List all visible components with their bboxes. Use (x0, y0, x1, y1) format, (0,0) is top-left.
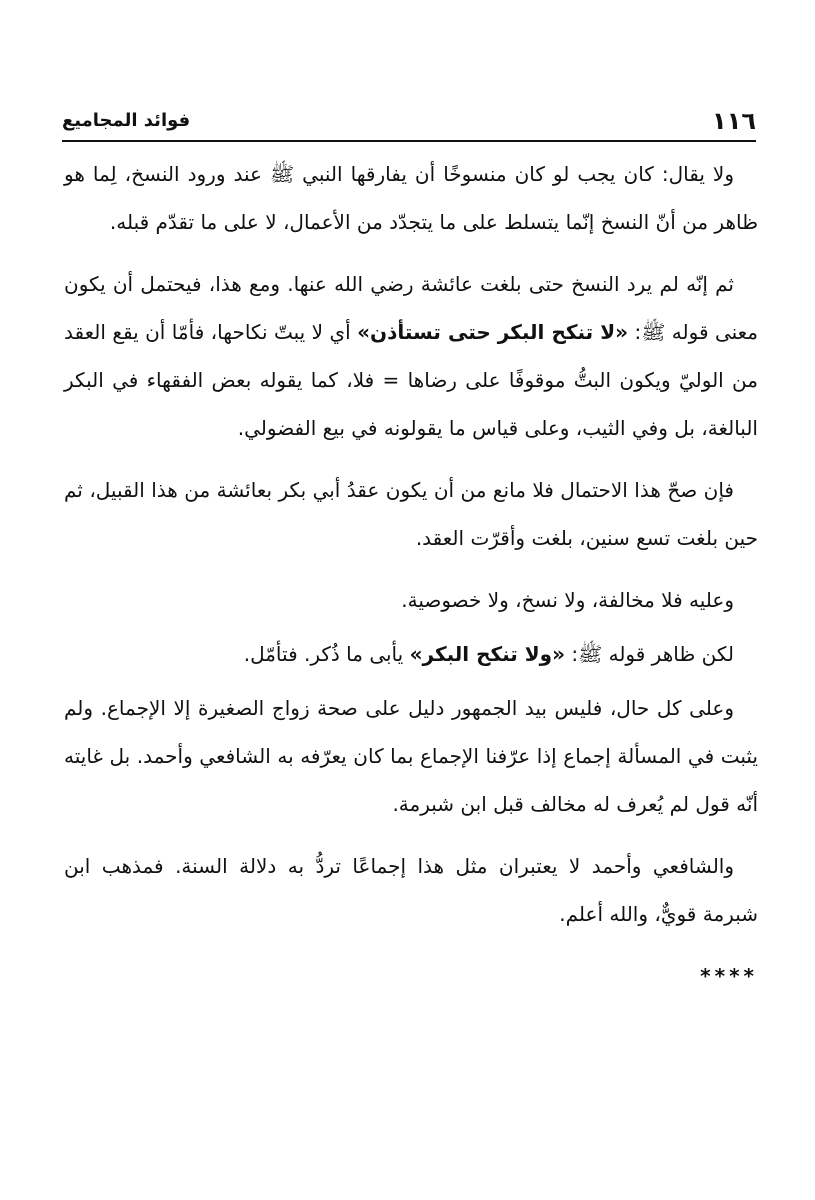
book-title: فوائد المجاميع (62, 110, 191, 131)
paragraph-2-intro: ثم إنّه لم يرد النسخ حتى بلغت عائشة رضي الله عنها. ومع هذا، فيحتمل أن يكون معنى قوله ﷺ: (64, 272, 759, 344)
paragraph-2-rest: أي لا يبتّ نكاحها، فأمّا أن يقع العقد من الوليّ ويكون البتُّ موقوفًا على رضاها = فلا، كما يقوله بعض الفقهاء في البكر البالغة، بل وفي الثيب، وعلى قياس ما يقولونه في بيع الفضولي. (64, 320, 758, 440)
paragraph-5 (64, 630, 758, 678)
paragraph-6: وعلى كل حال، فليس بيد الجمهور دليل على صحة زواج الصغيرة إلا الإجماع. ولم يثبت في المسألة إجماع إذا عرّفنا الإجماع بما كان يعرّفه به الشافعي وأحمد. بل غايته أنّه قول لم يُعرف له مخالف قبل ابن شبرمة. (64, 696, 758, 816)
paragraph-2 (64, 260, 758, 452)
paragraph-3: فإن صحّ هذا الاحتمال فلا مانع من أن يكون عقدُ أبي بكر بعائشة من هذا القبيل، ثم حين بلغت تسع سنين، بلغت وأقرّت العقد. (64, 478, 758, 550)
page-number: ١١٦ (712, 107, 756, 135)
paragraph-5-intro: لكن ظاهر قوله ﷺ: (565, 642, 734, 666)
paragraph-5-rest: يأبى ما ذُكر. فتأمّل. (243, 642, 410, 666)
hadith-quote-2: «ولا تنكح البكر» (409, 642, 565, 666)
body-text (64, 150, 758, 1014)
paragraph-7: والشافعي وأحمد لا يعتبران مثل هذا إجماعًا تردُّ به دلالة السنة. فمذهب ابن شبرمة قويٌّ، والله أعلم. (64, 854, 758, 926)
paragraph-1: ولا يقال: كان يجب لو كان منسوخًا أن يفارقها النبي ﷺ عند ورود النسخ، لِما هو ظاهر من أنّ النسخ إنّما يتسلط على ما يتجدّد من الأعمال، لا على ما تقدّم قبله. (64, 162, 758, 234)
page-header (62, 104, 756, 144)
paragraph-4: وعليه فلا مخالفة، ولا نسخ، ولا خصوصية. (401, 588, 734, 612)
hadith-quote-1: «لا تنكح البكر حتى تستأذن» (357, 320, 629, 344)
header-rule (62, 140, 756, 142)
section-separator: **** (700, 964, 758, 988)
